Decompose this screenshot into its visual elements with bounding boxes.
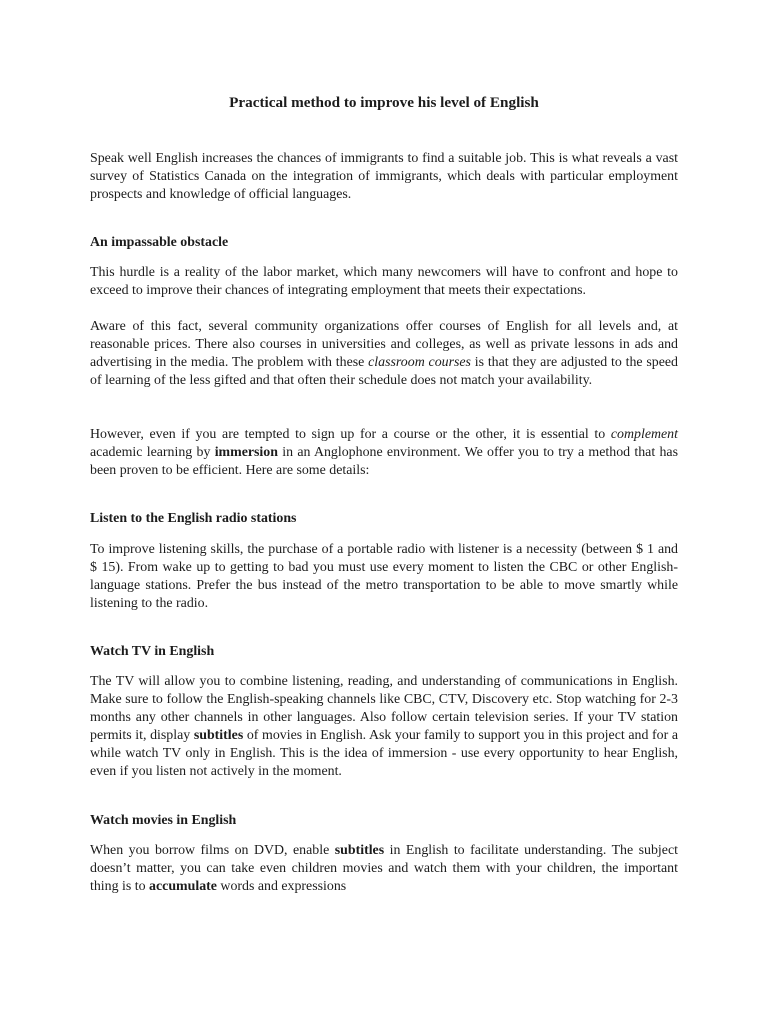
italic-text: classroom courses [368, 355, 471, 371]
text-run: An impassable obstacle [90, 235, 229, 250]
bold-text: accumulate [149, 879, 217, 895]
section-heading-movies [90, 812, 678, 830]
text-run: academic learning by [90, 445, 215, 461]
text-run: words and expressions [216, 879, 347, 895]
section-heading-tv [90, 643, 678, 661]
italic-text: complement [610, 427, 678, 442]
movies-paragraph [90, 842, 678, 896]
text-run: This hurdle is a reality of the labor market, which many newcomers will have to confront and hope to exceed to improve their chances of integrating employment that meets their expectations. [90, 265, 678, 299]
bold-text: subtitles [334, 843, 385, 858]
intro-paragraph [90, 150, 678, 204]
tv-paragraph [90, 673, 678, 782]
text-run: in an Anglophone environment. We offer you to try a method that has been proven to be efficient. Here are some details: [90, 445, 678, 479]
obstacle-paragraph [90, 264, 678, 300]
text-run: To improve listening skills, the purchase of a portable radio with listener is a necessity (between $ 1 and $ 15). From wake up to getting to bad you must use every moment to listen the CBC or other English-language stations. Prefer the bus instead of the metro transportation to be able to move smartly while listening to the radio. [90, 542, 678, 612]
text-run: Watch TV in English [90, 644, 215, 659]
text-run: Listen to the English radio stations [90, 511, 297, 526]
radio-paragraph [90, 541, 678, 613]
text-run: The TV will allow you to combine listening, reading, and understanding of communications in English. Make sure to follow the English-speaking channels like CBC, CTV, Discovery etc. Stop watching for 2-3 months any other channels in other languages. Also follow certain television series. If your TV station permits it, display [90, 674, 678, 744]
bold-text: immersion [214, 445, 278, 461]
bold-text: subtitles [193, 728, 244, 744]
text-run: Aware of this fact, several community organizations offer courses of English for all levels and, at reasonable prices. There also courses in universities and colleges, as well as private lessons in ads and advertising in the media. The problem with these [90, 319, 678, 371]
immersion-paragraph [90, 426, 678, 480]
text-run: However, even if you are tempted to sign up for a course or the other, it is essential to [90, 427, 611, 442]
community-courses-paragraph [90, 318, 678, 390]
text-run: of movies in English. Ask your family to support you in this project and for a while watch TV only in English. This is the idea of immersion - use every opportunity to hear English, even if you listen not actively in the moment. [90, 728, 678, 780]
text-run: is that they are adjusted to the speed of learning of the less gifted and that often their schedule does not match your availability. [90, 355, 678, 389]
text-run: in English to facilitate understanding. The subject doesn’t matter, you can take even children movies and watch them with your children, the important thing is to [90, 843, 678, 895]
document-title: Practical method to improve his level of English [229, 94, 539, 111]
text-run: When you borrow films on DVD, enable [90, 843, 335, 858]
text-run: Speak well English increases the chances of immigrants to find a suitable job. This is what reveals a vast survey of Statistics Canada on the integration of immigrants, which deals with particular employment prospects and knowledge of official languages. [90, 151, 678, 203]
section-heading-radio [90, 510, 678, 528]
text-run: Watch movies in English [90, 813, 237, 828]
section-heading-impassable-obstacle [90, 234, 678, 252]
